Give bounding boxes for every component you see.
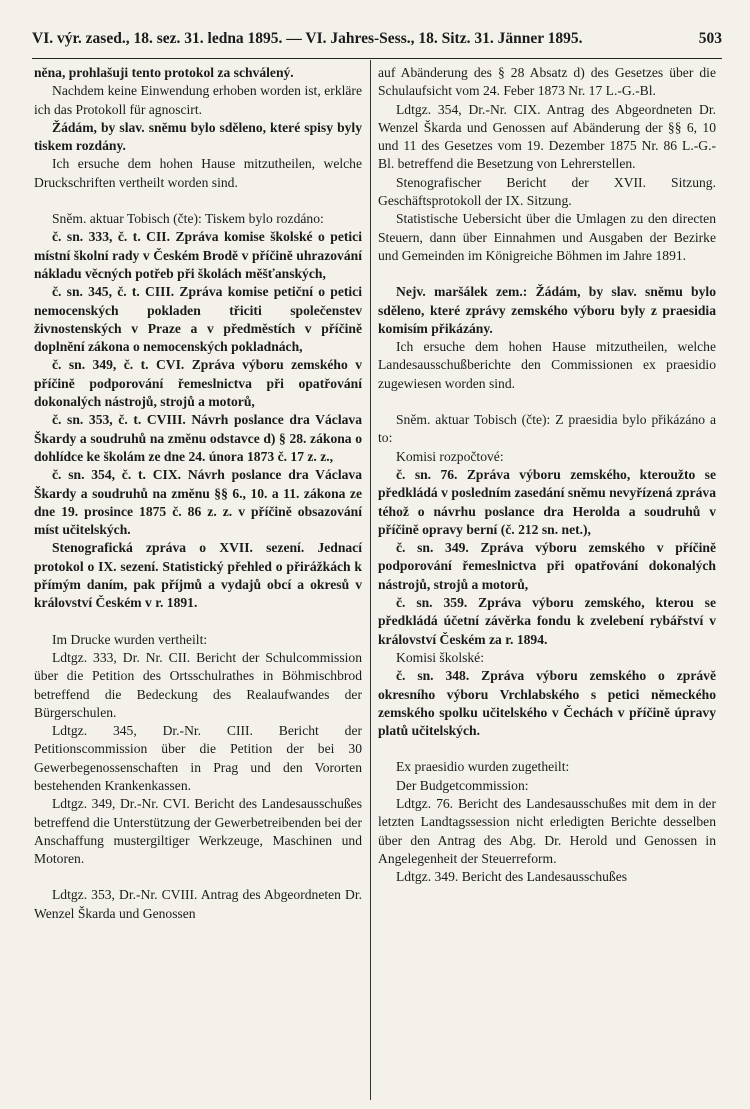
- left-paragraph: Sněm. aktuar Tobisch (čte): Tiskem bylo rozdáno:: [52, 211, 324, 227]
- left-paragraph: Im Drucke wurden vertheilt:: [52, 631, 208, 647]
- left-paragraph: Ldtgz. 345, Dr.-Nr. CIII. Bericht der Petitionscommission über die Petition der bei 30 Gewerbegenossenschaften in Prag und den Vororten bestehenden Krankenkassen.: [34, 723, 362, 793]
- right-spacer: [378, 393, 716, 411]
- left-paragraph: Ldtgz. 349, Dr.-Nr. CVI. Bericht des Landesausschußes betreffend die Unterstützung der Gewerbetreibenden bei der Anschaffung mustergiltiger Werkzeuge, Maschinen und Motoren.: [34, 796, 362, 867]
- right-paragraph: Nejv. maršálek zem.: Žádám, by slav. sněmu bylo sděleno, které zprávy zemského výboru byly z praesidia komisím přikázány.: [378, 284, 716, 336]
- right-paragraph: Statistische Uebersicht über die Umlagen zu den directen Steuern, dann über Einnahmen und Ausgaben der Bezirke und Gemeinden im Königreiche Böhmen im Jahre 1891.: [378, 211, 716, 263]
- right-paragraph: č. sn. 359. Zpráva výboru zemského, kterou se předkládá účetní závěrka fondu k zvelebení rybářství v království Českém za r. 1894.: [378, 595, 716, 647]
- right-paragraph: Ldtgz. 76. Bericht des Landesausschußes mit dem in der letzten Landtagssession nicht erledigten Berichte desselben über den Antrag des Abg. Dr. Herold und Genossen in Angelegenheit der Steuerreform.: [378, 795, 716, 866]
- right-paragraph: Der Budgetcommission:: [396, 777, 529, 793]
- left-paragraph: Ldtgz. 333, Dr. Nr. CII. Bericht der Schulcommission über die Petition des Ortsschulrathes in Böhmischbrod betreffend die Bedeckung des Realaufwandes der Bürgerschulen.: [34, 649, 362, 720]
- right-paragraph: auf Abänderung des § 28 Absatz d) des Gesetzes über die Schulaufsicht vom 24. Feber 1873 Nr. 17 L.-G.-Bl.: [378, 65, 716, 99]
- left-paragraph: Stenografická zpráva o XVII. sezení. Jednací protokol o IX. sezení. Statistický přehled o přirážkách k přímým daním, pak příjmů a vydajů obcí a okresů v království Českém v r. 1891.: [34, 540, 362, 611]
- right-paragraph: Stenografischer Bericht der XVII. Sitzung. Geschäftsprotokoll der IX. Sitzung.: [378, 174, 716, 209]
- right-paragraph: Ldtgz. 349. Bericht des Landesausschußes: [396, 869, 628, 885]
- right-paragraph: č. sn. 349. Zpráva výboru zemského v příčině podporování řemeslnictva při opatřování dokonalých nástrojů, strojů a motorů,: [378, 540, 716, 592]
- right-paragraph: Komisi rozpočtové:: [396, 448, 504, 464]
- right-spacer: [378, 740, 716, 758]
- left-paragraph: č. sn. 354, č. t. CIX. Návrh poslance dra Václava Škardy a soudruhů na změnu §§ 6., 10. a 11. zákona ze dne 19. prosince 1875 č. 86 z. z. v příčině obsazování míst učitelských.: [34, 467, 362, 538]
- page-number: 503: [698, 30, 722, 47]
- right-paragraph: Sněm. aktuar Tobisch (čte): Z praesidia bylo přikázáno a to:: [378, 412, 716, 446]
- left-paragraph: č. sn. 349, č. t. CVI. Zpráva výboru zemského v příčině podporování řemeslnictva při opatřování dokonalých nástrojů, strojů a motorů,: [34, 357, 362, 410]
- left-spacer: [34, 613, 362, 631]
- right-paragraph: č. sn. 348. Zpráva výboru zemského o zprávě okresního výboru Vrchlabského s petici německého zemského spolku učitelského v Čechách v příčině úpravy platů učitelských.: [378, 668, 716, 739]
- right-paragraph: Komisi školské:: [396, 649, 484, 665]
- left-paragraph: něna, prohlašuji tento protokol za schválený.: [34, 65, 294, 80]
- left-paragraph: č. sn. 353, č. t. CVIII. Návrh poslance dra Václava Škardy a soudruhů na změnu odstavce d) § 28. zákona o dohlídce ke školám ze dne 24. února 1873 č. 17 z. z.,: [34, 412, 362, 464]
- right-paragraph: Ich ersuche dem hohen Hause mitzutheilen, welche Landesausschußberichte den Commissionen ex praesidio zugewiesen worden sind.: [378, 339, 716, 391]
- header-title: VI. výr. zased., 18. sez. 31. ledna 1895. — VI. Jahres-Sess., 18. Sitz. 31. Jänner 1895.: [32, 30, 583, 47]
- right-paragraph: č. sn. 76. Zpráva výboru zemského, kteroužto se předkládá v posledním zasedání sněmu nevyřízená zpráva téhož o návrhu poslance dra Herolda a soudruhů v příčině opravy berní (č. 212 sn. net.),: [378, 466, 716, 537]
- right-paragraph: Ldtgz. 354, Dr.-Nr. CIX. Antrag des Abgeordneten Dr. Wenzel Škarda und Genossen auf Abänderung der §§ 6, 10 und 11 des Gesetzes vom 19. Dezember 1875 Nr. 86 L.-G.-Bl. betreffend die Besetzung von Lehrerstellen.: [378, 101, 716, 172]
- left-column: [34, 64, 362, 923]
- left-paragraph: Žádám, by slav. sněmu bylo sděleno, které spisy byly tiskem rozdány.: [34, 119, 362, 154]
- left-spacer: [34, 192, 362, 210]
- left-paragraph: Nachdem keine Einwendung erhoben worden ist, erkläre ich das Protokoll für agnoscirt.: [34, 83, 362, 117]
- header-rule: [32, 58, 722, 59]
- left-paragraph: Ich ersuche dem hohen Hause mitzutheilen, welche Druckschriften vertheilt worden sind.: [34, 156, 362, 190]
- left-paragraph: č. sn. 345, č. t. CIII. Zpráva komise petiční o petici nemocenských pokladen třiciti společenstev živnostenských v Praze a v předměstích v příčině doplnění zákona o nemocenských pokladnách,: [34, 284, 362, 355]
- left-spacer: [34, 868, 362, 886]
- left-paragraph: č. sn. 333, č. t. CII. Zpráva komise školské o petici místní školní rady v Českém Brodě v příčině uhrazování nákladu věcných potřeb při školách měšťanských,: [34, 229, 362, 281]
- right-column: [378, 64, 716, 886]
- column-divider: [370, 60, 371, 1100]
- running-header: [32, 30, 722, 48]
- right-paragraph: Ex praesidio wurden zugetheilt:: [396, 759, 570, 775]
- left-paragraph: Ldtgz. 353, Dr.-Nr. CVIII. Antrag des Abgeordneten Dr. Wenzel Škarda und Genossen: [34, 887, 362, 921]
- right-spacer: [378, 265, 716, 283]
